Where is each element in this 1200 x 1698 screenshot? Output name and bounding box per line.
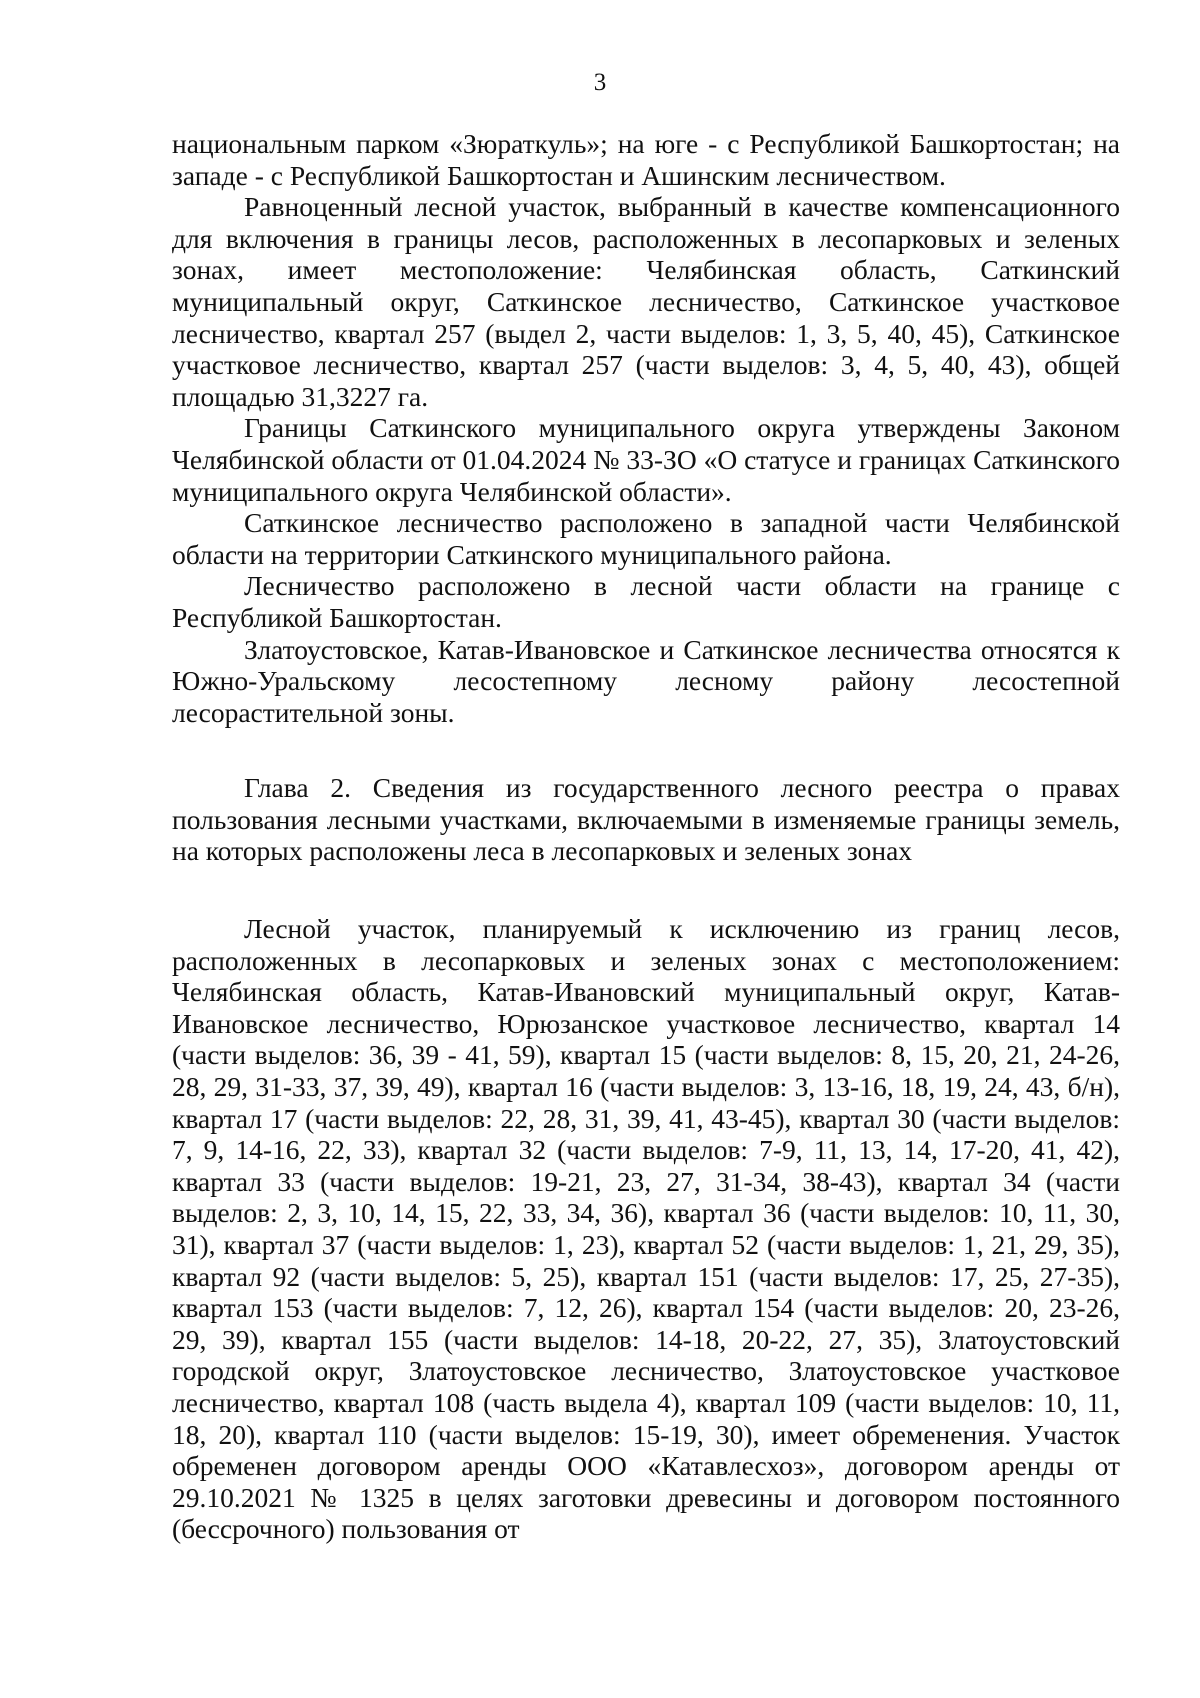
paragraph-compensation-plot: Равноценный лесной участок, выбранный в качестве компенсационного для включения в границы лесов, расположенных в лесопарковых и зеленых зонах, имеет местоположение: Челябинская область, Саткинский муниципальный округ, Саткинское лесничество, Саткинское участковое лесничество, квартал 257 (выдел 2, части выделов: 1, 3, 5, 40, 45), Саткинское участковое лесничество, квартал 257 (части выделов: 3, 4, 5, 40, 43), общей площадью 31,3227 га.: [172, 191, 1120, 412]
paragraph-excluded-plot: Лесной участок, планируемый к исключению из границ лесов, расположенных в лесопарковых и зеленых зонах с местоположением: Челябинская область, Катав-Ивановский муниципальный округ, Катав-Ивановское лесничество, Юрюзанское участковое лесничество, квартал 14 (части выделов: 36, 39 - 41, 59), квартал 15 (части выделов: 8, 15, 20, 21, 24-26, 28, 29, 31-33, 37, 39, 49), квартал 16 (части выделов: 3, 13-16, 18, 19, 24, 43, б/н), квартал 17 (части выделов: 22, 28, 31, 39, 41, 43-45), квартал 30 (части выделов: 7, 9, 14-16, 22, 33), квартал 32 (части выделов: 7-9, 11, 13, 14, 17-20, 41, 42), квартал 33 (части выделов: 19-21, 23, 27, 31-34, 38-43), квартал 34 (части выделов: 2, 3, 10, 14, 15, 22, 33, 34, 36), квартал 36 (части выделов: 10, 11, 30, 31), квартал 37 (части выделов: 1, 23), квартал 52 (части выделов: 1, 21, 29, 35), квартал 92 (части выделов: 5, 25), квартал 151 (части выделов: 17, 25, 27-35), квартал 153 (части выделов: 7, 12, 26), квартал 154 (части выделов: 20, 23-26, 29, 39), квартал 155 (части выделов: 14-18, 20-22, 27, 35), Златоустовский городской округ, Златоустовское лесничество, Златоустовское участковое лесничество, квартал 108 (часть выдела 4), квартал 109 (части выделов: 10, 11, 18, 20), квартал 110 (части выделов: 15-19, 30), имеет обременения. Участок обременен договором аренды ООО «Катавлесхоз», договором аренды от 29.10.2021 № 1325 в целях заготовки древесины и договором постоянного (бессрочного) пользования от: [172, 913, 1120, 1545]
paragraph-satka-forestry-location: Саткинское лесничество расположено в западной части Челябинской области на территории Саткинского муниципального района.: [172, 507, 1120, 570]
paragraph-forest-zone: Златоустовское, Катав-Ивановское и Саткинское лесничества относятся к Южно-Уральскому лесостепному лесному району лесостепной лесорастительной зоны.: [172, 633, 1120, 728]
document-body: [172, 128, 1120, 1545]
paragraph-forestry-border: Лесничество расположено в лесной части области на границе с Республикой Башкортостан.: [172, 570, 1120, 633]
paragraph-continuation: национальным парком «Зюраткуль»; на юге - с Республикой Башкортостан; на западе - с Республикой Башкортостан и Ашинским лесничеством.: [172, 128, 1120, 191]
chapter-2-heading: Глава 2. Сведения из государственного лесного реестра о правах пользования лесными участками, включаемыми в изменяемые границы земель, на которых расположены леса в лесопарковых и зеленых зонах: [172, 772, 1120, 867]
paragraph-district-boundaries: Границы Саткинского муниципального округа утверждены Законом Челябинской области от 01.04.2024 № 33-ЗО «О статусе и границах Саткинского муниципального округа Челябинской области».: [172, 412, 1120, 507]
page-number: 3: [593, 69, 607, 96]
